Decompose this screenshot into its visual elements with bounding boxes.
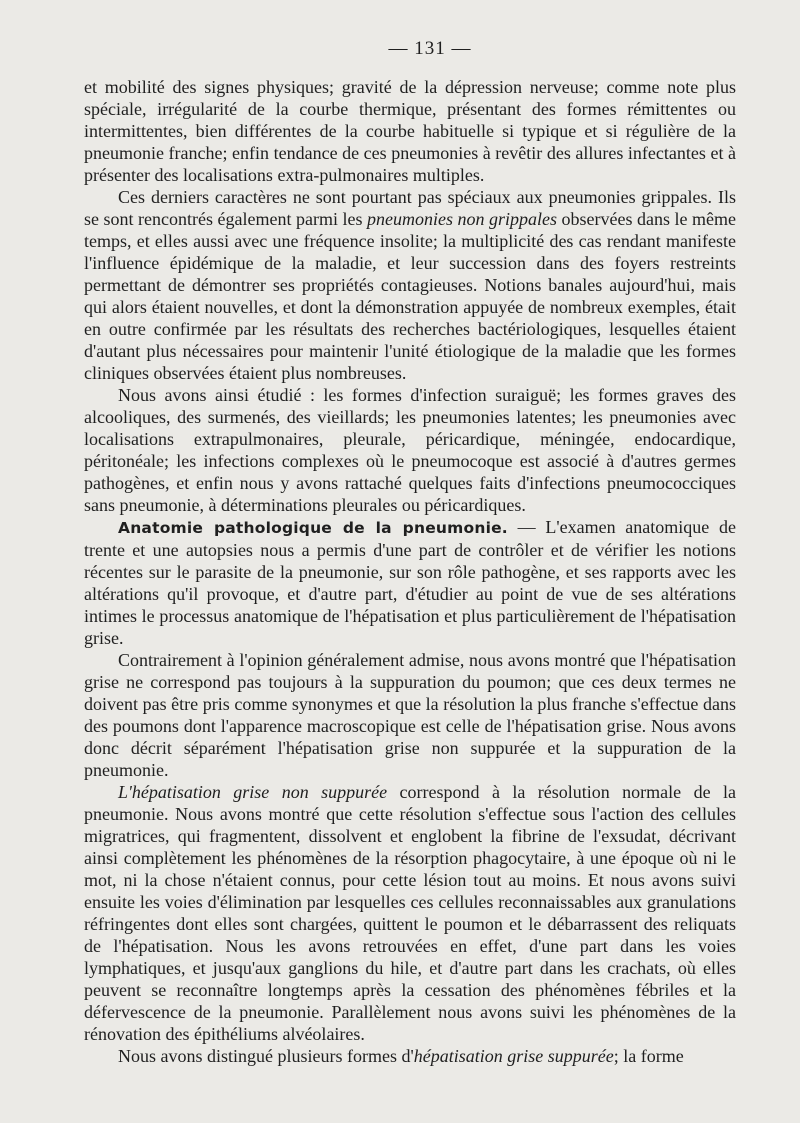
- page-number: — 131 —: [388, 38, 472, 59]
- paragraph-6-text: correspond à la résolution normale de la pneumonie. Nous avons montré que cette résolution s'effectue sous l'action des cellules migratrices, qui fragmentent, dissolvent et englobent la fibrine de l'exsudat, décrivant ainsi complètement les phénomènes de la résorption phagocytaire, à une époque où ni le mot, ni la chose n'étaient connus, pour cette lésion tout au moins. Et nous avons suivi ensuite les voies d'élimination par lesquelles ces cellules reconnaissables aux granulations réfringentes dont elles sont chargées, quittent le poumon et le débarrassent des reliquats de l'hépatisation. Nous les avons retrouvées en effet, d'une part dans les voies lymphatiques, et jusqu'aux ganglions du hile, et d'autre part dans les crachats, où elles peuvent se reconnaître longtemps après la cessation des phénomènes fébriles et la défervescence de la pneumonie. Parallèlement nous avons suivi les phénomènes de la rénovation des épithéliums alvéolaires.: [84, 782, 736, 1044]
- paragraph-7-text-b: ; la forme: [613, 1046, 684, 1066]
- paragraph-2-text-b: observées dans le même temps, et elles aussi avec une fréquence insolite; la multiplicité des cas rendant manifeste l'influence épidémique de la maladie, et leur succession dans des foyers restreints permettant de démontrer ses propriétés contagieuses. Notions banales aujourd'hui, mais qui alors étaient nouvelles, et dont la démonstration appuyée de nombreux exemples, était en outre confirmée par les résultats des recherches bactériologiques, lesquelles étaient d'autant plus nécessaires pour maintenir l'unité étiologique de la maladie que les formes cliniques observées étaient plus nombreuses.: [84, 209, 737, 383]
- paragraph-2: [84, 186, 736, 384]
- section-heading-anatomie: Anatomie pathologique de la pneumonie.: [118, 519, 508, 537]
- paragraph-5: Contrairement à l'opinion généralement admise, nous avons montré que l'hépatisation grise ne correspond pas toujours à la suppuration du poumon; que ces deux termes ne doivent pas être pris comme synonymes et que la résolution la plus franche s'effectue dans des poumons dont l'apparence macroscopique est celle de l'hépatisation grise. Nous avons donc décrit séparément l'hépatisation grise non suppurée et la suppuration de la pneumonie.: [84, 650, 736, 780]
- paragraph-6-emphasis: L'hépatisation grise non suppurée: [118, 782, 388, 802]
- paragraph-7: [84, 1045, 736, 1067]
- paragraph-4: [84, 516, 736, 649]
- paragraph-4-text: — L'examen anatomique de trente et une autopsies nous a permis d'une part de contrôler et de vérifier les notions récentes sur le parasite de la pneumonie, sur son rôle pathogène, et ses rapports avec les altérations qu'il provoque, et d'autre part, d'étudier au point de vue de ses altérations intimes le processus anatomique de l'hépatisation et plus particulièrement de l'hépatisation grise.: [84, 517, 736, 648]
- paragraph-6: [84, 781, 736, 1045]
- body-text: [84, 76, 736, 1067]
- paragraph-3: Nous avons ainsi étudié : les formes d'infection suraiguë; les formes graves des alcooliques, des surmenés, des vieillards; les pneumonies latentes; les pneumonies avec localisations extrapulmonaires, pleurale, péricardique, méningée, endocardique, péritonéale; les infections complexes où le pneumocoque est associé à d'autres germes pathogènes, et enfin nous y avons rattaché quelques faits d'infections pneumococciques sans pneumonie, à déterminations pleurales ou péricardiques.: [84, 385, 736, 515]
- paragraph-7-emphasis: hépatisation grise suppurée: [413, 1046, 614, 1066]
- paragraph-1: et mobilité des signes physiques; gravité de la dépression nerveuse; comme note plus spéciale, irrégularité de la courbe thermique, présentant des formes rémittentes ou intermittentes, bien différentes de la courbe habituelle si typique et si régulière de la pneumonie franche; enfin tendance de ces pneumonies à revêtir des allures infectantes et à présenter des localisations extra-pulmonaires multiples.: [84, 77, 736, 185]
- paragraph-2-emphasis: pneumonies non grippales: [367, 209, 558, 229]
- paragraph-7-text-a: Nous avons distingué plusieurs formes d': [118, 1046, 414, 1066]
- paragraph-2-text-a: Ces derniers caractères ne sont pourtant pas spéciaux aux pneumonies grippales. Ils se sont rencontrés également parmi les: [84, 187, 736, 229]
